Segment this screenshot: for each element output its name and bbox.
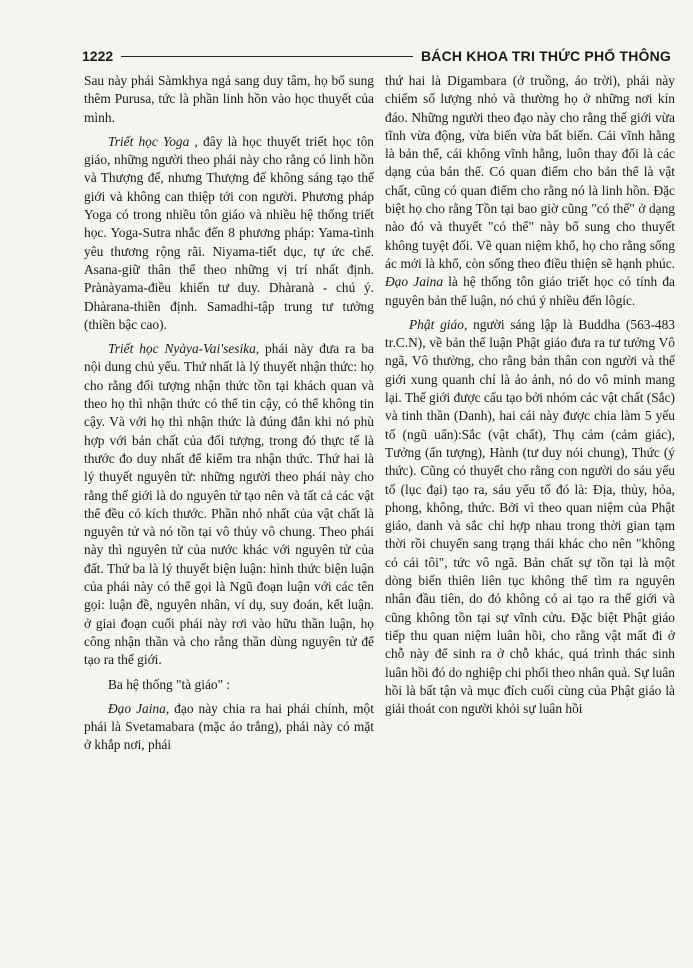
paragraph-jaina-continued	[385, 72, 675, 310]
book-title: BÁCH KHOA TRI THỨC PHỔ THÔNG	[420, 48, 671, 64]
right-column	[385, 72, 675, 718]
header-rule	[121, 56, 413, 57]
term-yoga: Triết học Yoga	[108, 133, 190, 149]
term-nyaya: Triết học Nyàya-Vai'sesika	[108, 341, 256, 357]
paragraph-jaina-body: , đạo này chia ra hai phái chính, một phái là Svetamabara (mặc áo trắng), phái này có mặt ở khắp nơi, phái	[84, 700, 374, 753]
paragraph-jaina	[84, 700, 374, 755]
paragraph-nyaya	[84, 340, 374, 669]
page-header	[82, 44, 671, 68]
paragraph-jaina-cont-a: thứ hai là Digambara (ở truồng, áo trời), phái này chiếm số lượng nhỏ và thường họ ở những nơi kín đáo. Những người theo đạo này cho rằng thế giới vừa tĩnh vừa động, vừa biến vừa bất biến. Cái vĩnh hằng là bản thể, cái không vĩnh hằng, luôn thay đổi là các dạng của bản thể. Có quan điểm cho bản thể là vật chất, cũng có quan điểm cho rằng nó là linh hồn. Đặc biệt họ cho rằng Tồn tại bao giờ cũng "có thể" ở dạng nào đó và thuyết "có thể" này bổ sung cho thuyết không tuyệt đối. Về quan niệm khổ, họ cho rằng sống ác mới là khổ, còn sống theo điều thiện sẽ hạnh phúc.	[385, 73, 675, 271]
left-column	[84, 72, 374, 755]
paragraph-buddhism	[385, 316, 675, 719]
paragraph-yoga-body: , đây là học thuyết triết học tôn giáo, những người theo phái này cho rằng có linh hồn và Thượng đế, nhưng Thượng đế không sáng tạo thế giới và không can thiệp tới con người. Phương pháp Yoga có trong nhiều tôn giáo và nhiều hệ thống triết học. Yoga-Sutra nhắc đến 8 phương pháp: Yama-tình yêu thương rộng rãi. Niyama-tiết dục, tự ức chế. Asana-giữ thân thể theo những vị trí nhất định. Prànàyama-điều khiển tư duy. Dhàranà - chú ý. Dhàrana-thiền định. Samadhi-tập trung tư tưởng (thiền bậc cao).	[84, 133, 374, 332]
paragraph-heresy-heading: Ba hệ thống "tà giáo" :	[108, 676, 231, 692]
page-number: 1222	[82, 48, 114, 64]
term-jaina-inline: Đạo Jaina	[385, 274, 444, 290]
term-jaina: Đạo Jaina	[108, 700, 166, 716]
paragraph-buddhism-body: , người sáng lập là Buddha (563-483 tr.C.N), về bản thể luận Phật giáo đưa ra tư tưởng Vô ngã, Vô thường, cho rằng bản thân con người và thế giới xung quanh chỉ là ảo ảnh, nó do vô minh mang lại. Thế giới được cấu tạo bởi nhóm các vật chất (Sắc) và tinh thần (Danh), hai cái này được chia làm 5 yếu tố (ngũ uẩn):Sắc (vật chất), Thụ cảm (cảm giác), Tưởng (ấn tượng), Hành (tư duy nói chung), Thức (ý thức). Cũng có thuyết cho rằng con người do sáu yếu tố (lục đại) tạo ra, sáu yếu tố đó là: Địa, thủy, hỏa, phong, không, thức. Bởi vì theo quan niệm của Phật giáo, danh và sắc chỉ hợp nhau trong thời gian tạm thời rồi chuyển sang trạng thái khác cho nên "không có cái tôi", tức vô ngã. Bản chất sự tồn tại là một dòng biến thiên liên tục không thể tìm ra nguyên nhân đầu tiên, do đó không có ai tạo ra thế giới và cũng không tồn tại sự vĩnh cửu. Đặc biệt Phật giáo tiếp thu quan niệm luân hồi, cho rằng vật mất đi ở chỗ này để sinh ra ở chỗ khác, quá trình thác sinh luân hồi đó do nghiệp chi phối theo nhân quả. Sự luân hồi là bất tận và mục đích cuối cùng của Phật giáo là giải thoát con người khỏi sự luân hồi	[385, 316, 676, 717]
paragraph-jaina-cont-b: là hệ thống tôn giáo triết học có tính đa nguyên bản thể luận, nó chú ý nhiều đến lôgíc.	[385, 274, 675, 308]
paragraph-nyaya-body: , phái này đưa ra ba nội dung chủ yếu. Thứ nhất là lý thuyết nhận thức: họ cho rằng đối tượng nhận thức tồn tại khách quan và theo họ thì nhận thức có thể tin cậy, có thể không tin cậy. Và với họ thì nhận thức là đúng đắn khi nó phù hợp với bản chất của đối tượng, trong đó thực tế là thước đo duy nhất để kiểm tra nhận thức. Thứ hai là lý thuyết nguyên tử: những người theo phái này cho rằng thế giới là do nguyên tử tạo nên và tất cả các vật thể đều có kích thước. Phần nhỏ nhất của vật chất là nguyên tử và nó tồn tại vô thủy vô chung. Theo phái này thì nguyên tử của nước khác với nguyên tử của đất. Thứ ba là lý thuyết biện luận: hình thức biện luận của phái này có thể gọi là Ngũ đoạn luận với các tên gọi: luận đề, nguyên nhân, ví dụ, suy đoán, kết luận. ở giai đoạn cuối phái này rơi vào hữu thần luận, họ công nhận thần và cho rằng thần dùng nguyên tử để tạo ra thế giới.	[84, 341, 374, 668]
paragraph-samkhya: Sau này phái Sàmkhya ngả sang duy tâm, họ bổ sung thêm Purusa, tức là phần linh hồn vào học thuyết của mình.	[84, 73, 374, 125]
term-buddhism: Phật giáo	[409, 316, 464, 332]
paragraph-yoga	[84, 133, 374, 334]
